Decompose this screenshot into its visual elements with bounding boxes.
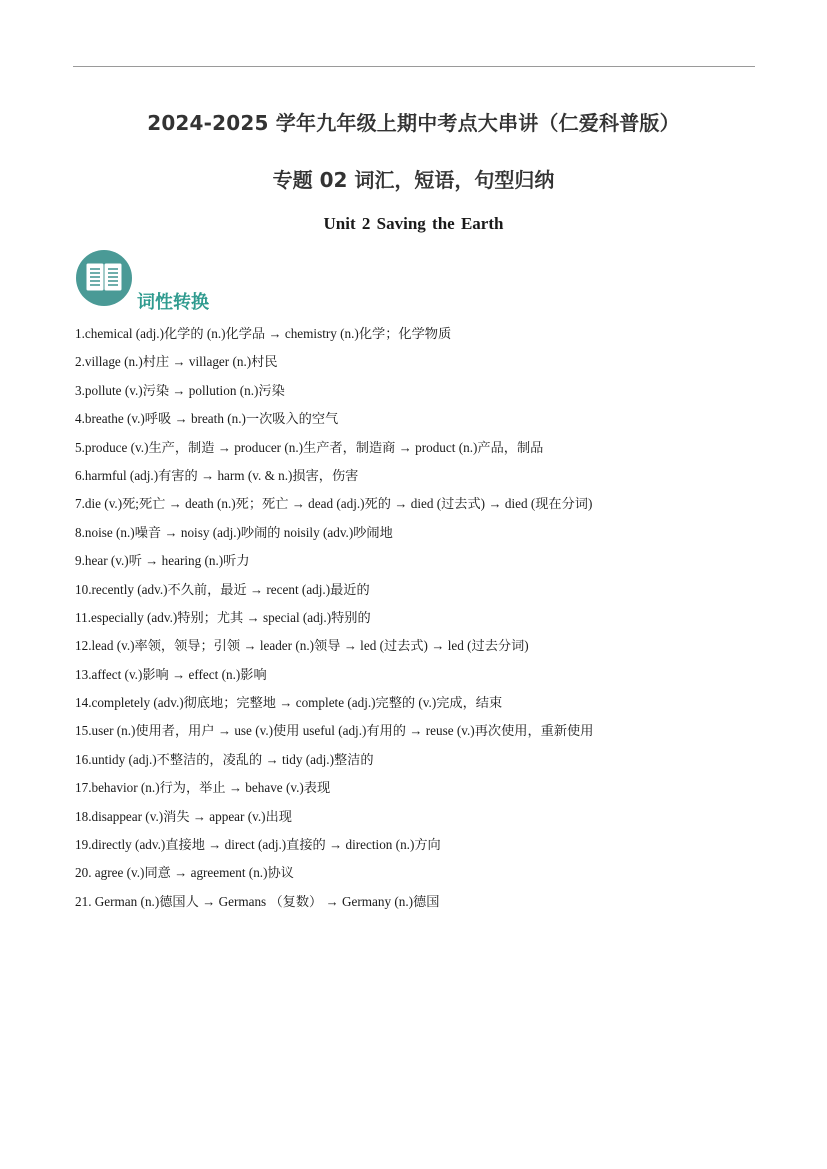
list-item: 7.die (v.)死;死亡 → death (n.)死；死亡 → dead (adj.)死的 → died (过去式) → died (现在分词): [75, 496, 593, 512]
list-item: 11.especially (adv.)特别；尤其 → special (adj.)特别的: [75, 609, 371, 625]
list-item: 20. agree (v.)同意 → agreement (n.)协议: [75, 865, 294, 881]
list-item: 18.disappear (v.)消失 → appear (v.)出现: [75, 808, 292, 824]
list-item: 1.chemical (adj.)化学的 (n.)化学品 → chemistry (n.)化学；化学物质: [75, 326, 452, 341]
list-item: 6.harmful (adj.)有害的 → harm (v. & n.)损害，伤害: [75, 467, 359, 483]
unit-title: Unit 2 Saving the Earth: [323, 214, 504, 233]
list-item: 2.village (n.)村庄 → villager (n.)村民: [75, 354, 278, 370]
list-item: 12.lead (v.)率领，领导；引领 → leader (n.)领导 → led (过去式) → led (过去分词): [75, 638, 529, 654]
section-title: 词性转换: [137, 292, 209, 313]
list-item: 5.produce (v.)生产，制造 → producer (n.)生产者，制造商 → product (n.)产品，制品: [75, 439, 544, 455]
document-title: 2024-2025 学年九年级上期中考点大串讲（仁爱科普版）: [147, 111, 680, 135]
list-item: 15.user (n.)使用者，用户 → use (v.)使用 useful (adj.)有用的 → reuse (v.)再次使用，重新使用: [75, 723, 594, 739]
list-item: 8.noise (n.)噪音 → noisy (adj.)吵闹的 noisily (adv.)吵闹地: [75, 524, 393, 540]
document-subtitle: 专题 02 词汇，短语，句型归纳: [272, 168, 555, 192]
list-item: 10.recently (adv.)不久前，最近 → recent (adj.)最近的: [75, 581, 370, 597]
list-item: 19.directly (adv.)直接地 → direct (adj.)直接的 → direction (n.)方向: [75, 837, 441, 853]
list-item: 17.behavior (n.)行为，举止 → behave (v.)表现: [75, 780, 331, 796]
list-item: 13.affect (v.)影响 → effect (n.)影响: [75, 666, 267, 682]
word-form-list: [75, 324, 775, 920]
list-item: 21. German (n.)德国人 → Germans （复数） → Germany (n.)德国: [75, 893, 440, 909]
open-book-icon: [76, 250, 132, 306]
list-item: 3.pollute (v.)污染 → pollution (n.)污染: [75, 382, 285, 398]
top-divider: [73, 66, 755, 67]
list-item: 16.untidy (adj.)不整洁的，凌乱的 → tidy (adj.)整洁的: [75, 751, 374, 767]
list-item: 9.hear (v.)听 → hearing (n.)听力: [75, 553, 250, 569]
list-item: 4.breathe (v.)呼吸 → breath (n.)一次吸入的空气: [75, 411, 339, 427]
list-item: 14.completely (adv.)彻底地；完整地 → complete (adj.)完整的 (v.)完成，结束: [75, 695, 503, 711]
